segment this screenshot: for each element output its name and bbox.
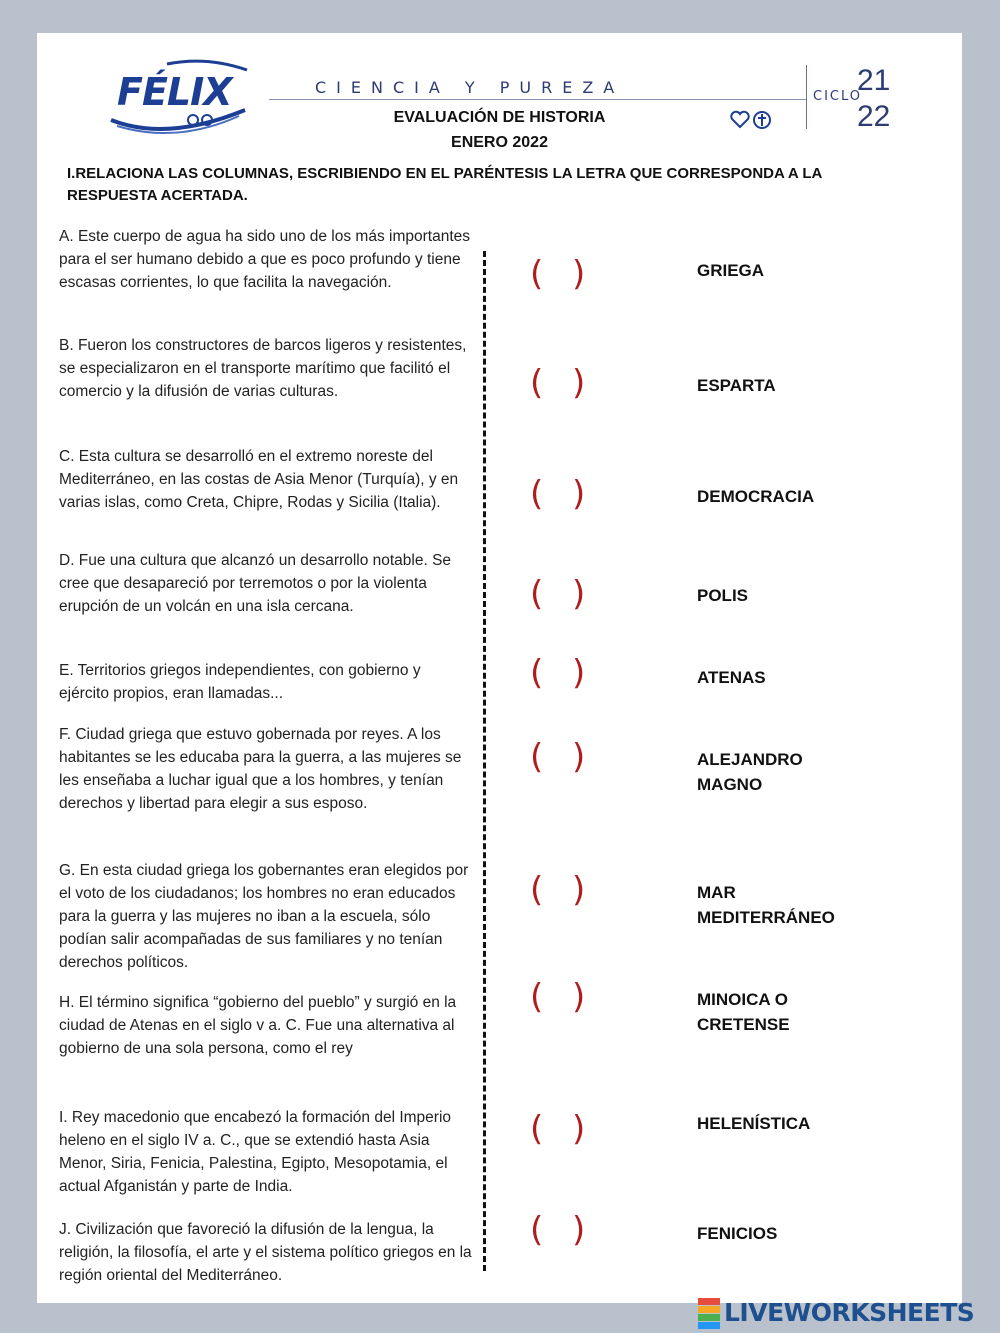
option-democracia [697,484,937,509]
question-g: G. En esta ciudad griega los gobernantes eran elegidos por el voto de los ciudadanos; los hombres no eran educados para la guerra y las mujeres no iban a la escuela, sólo podían salir acompañadas de sus familiares y no tenían derechos políticos. [59,862,469,971]
question-h: H. El término significa “gobierno del pueblo” y surgió en la ciudad de Atenas en el siglo v a. C. Fue una alternativa al gobierno de una sola persona, como el rey [59,994,457,1057]
paren-open: ( [530,1210,544,1250]
ciclo-year-bottom: 22 [857,100,891,133]
option-griega [697,258,937,283]
question-i: I. Rey macedonio que encabezó la formación del Imperio heleno en el siglo IV a. C., que se extendió hasta Asia Menor, Siria, Fenicia, Palestina, Egipto, Mesopotamia, el actual Afganistán y parte de India. [59,1109,452,1195]
answer-slot-h[interactable] [530,977,600,1023]
paren-close: ) [572,254,586,294]
answer-slot-g[interactable] [530,870,600,916]
paren-open: ( [530,363,544,403]
paren-close: ) [572,870,586,910]
liveworksheets-badge-icon [698,1298,720,1328]
paren-close: ) [572,1210,586,1250]
paren-close: ) [572,737,586,777]
option-atenas [697,665,937,690]
school-motto: CIENCIA Y PUREZA [315,78,625,97]
paren-open: ( [530,737,544,777]
option-label: DEMOCRACIA [697,487,815,506]
answer-slot-d[interactable] [530,574,600,620]
option-fenicios [697,1221,937,1246]
option-mar-mediterraneo [697,880,937,930]
option-label: MAGNO [697,775,763,794]
option-label: MINOICA O [697,990,788,1009]
option-label: MAR [697,883,736,902]
worksheet-page [37,33,962,1303]
answer-slot-a[interactable] [530,254,600,300]
option-polis [697,583,937,608]
paren-open: ( [530,653,544,693]
header-rule [269,99,806,100]
paren-open: ( [530,977,544,1017]
page-title: EVALUACIÓN DE HISTORIA [393,109,606,126]
question-d: D. Fue una cultura que alcanzó un desarrollo notable. Se cree que desapareció por terremotos o por la violenta erupción de un volcán en una isla cercana. [59,552,452,615]
paren-close: ) [572,1109,586,1149]
ciclo-label: CICLO [813,89,862,104]
option-alejandro-magno [697,747,937,797]
liveworksheets-watermark [698,1296,996,1330]
paren-close: ) [572,977,586,1017]
question-e: E. Territorios griegos independientes, con gobierno y ejército propios, eran llamadas... [59,662,421,702]
option-label: MEDITERRÁNEO [697,908,835,927]
answer-slot-f[interactable] [530,737,600,783]
option-esparta [697,373,937,398]
option-helenistica [697,1111,937,1136]
paren-open: ( [530,254,544,294]
instructions: I.RELACIONA LAS COLUMNAS, ESCRIBIENDO EN EL PARÉNTESIS LA LETRA QUE CORRESPONDA A LA RESPUESTA ACERTADA. [67,165,822,204]
question-j: J. Civilización que favoreció la difusión de la lengua, la religión, la filosofía, el arte y el sistema político griegos en la región oriental del Mediterráneo. [59,1221,472,1284]
answer-slot-e[interactable] [530,653,600,699]
paren-open: ( [530,474,544,514]
question-b: B. Fueron los constructores de barcos ligeros y resistentes, se especializaron en el transporte marítimo que facilitó el comercio y la difusión de varias culturas. [59,337,467,400]
paren-close: ) [572,653,586,693]
paren-open: ( [530,574,544,614]
answer-slot-j[interactable] [530,1210,600,1256]
option-minoica-cretense [697,987,937,1037]
column-divider [483,251,486,1271]
ciclo-year-top: 21 [857,64,891,97]
question-c: C. Esta cultura se desarrolló en el extremo noreste del Mediterráneo, en las costas de Asia Menor (Turquía), y en varias islas, como Creta, Chipre, Rodas y Sicilia (Italia). [59,448,459,511]
option-label: HELENÍSTICA [697,1114,811,1133]
option-label: ESPARTA [697,376,776,395]
question-f: F. Ciudad griega que estuvo gobernada por reyes. A los habitantes se les educaba para la guerra, a las mujeres se les enseñaba a luchar igual que a los hombres, y tenían derechos y libertad para elegir a sus esposo. [59,726,462,812]
option-label: FENICIOS [697,1224,778,1243]
answer-slot-b[interactable] [530,363,600,409]
option-label: CRETENSE [697,1015,790,1034]
option-label: GRIEGA [697,261,765,280]
question-a: A. Este cuerpo de agua ha sido uno de los más importantes para el ser humano debido a que es poco profundo y tiene escasas corrientes, lo que facilita la navegación. [59,228,470,291]
option-label: POLIS [697,586,749,605]
logo-text: FÉLIX [117,70,232,114]
paren-close: ) [572,474,586,514]
answer-slot-c[interactable] [530,474,600,520]
option-label: ALEJANDRO [697,750,803,769]
paren-close: ) [572,363,586,403]
paren-close: ) [572,574,586,614]
watermark-text: LIVEWORKSHEETS [724,1298,975,1327]
page-subtitle: ENERO 2022 [451,134,548,151]
option-label: ATENAS [697,668,766,687]
paren-open: ( [530,870,544,910]
answer-slot-i[interactable] [530,1109,600,1155]
paren-open: ( [530,1109,544,1149]
